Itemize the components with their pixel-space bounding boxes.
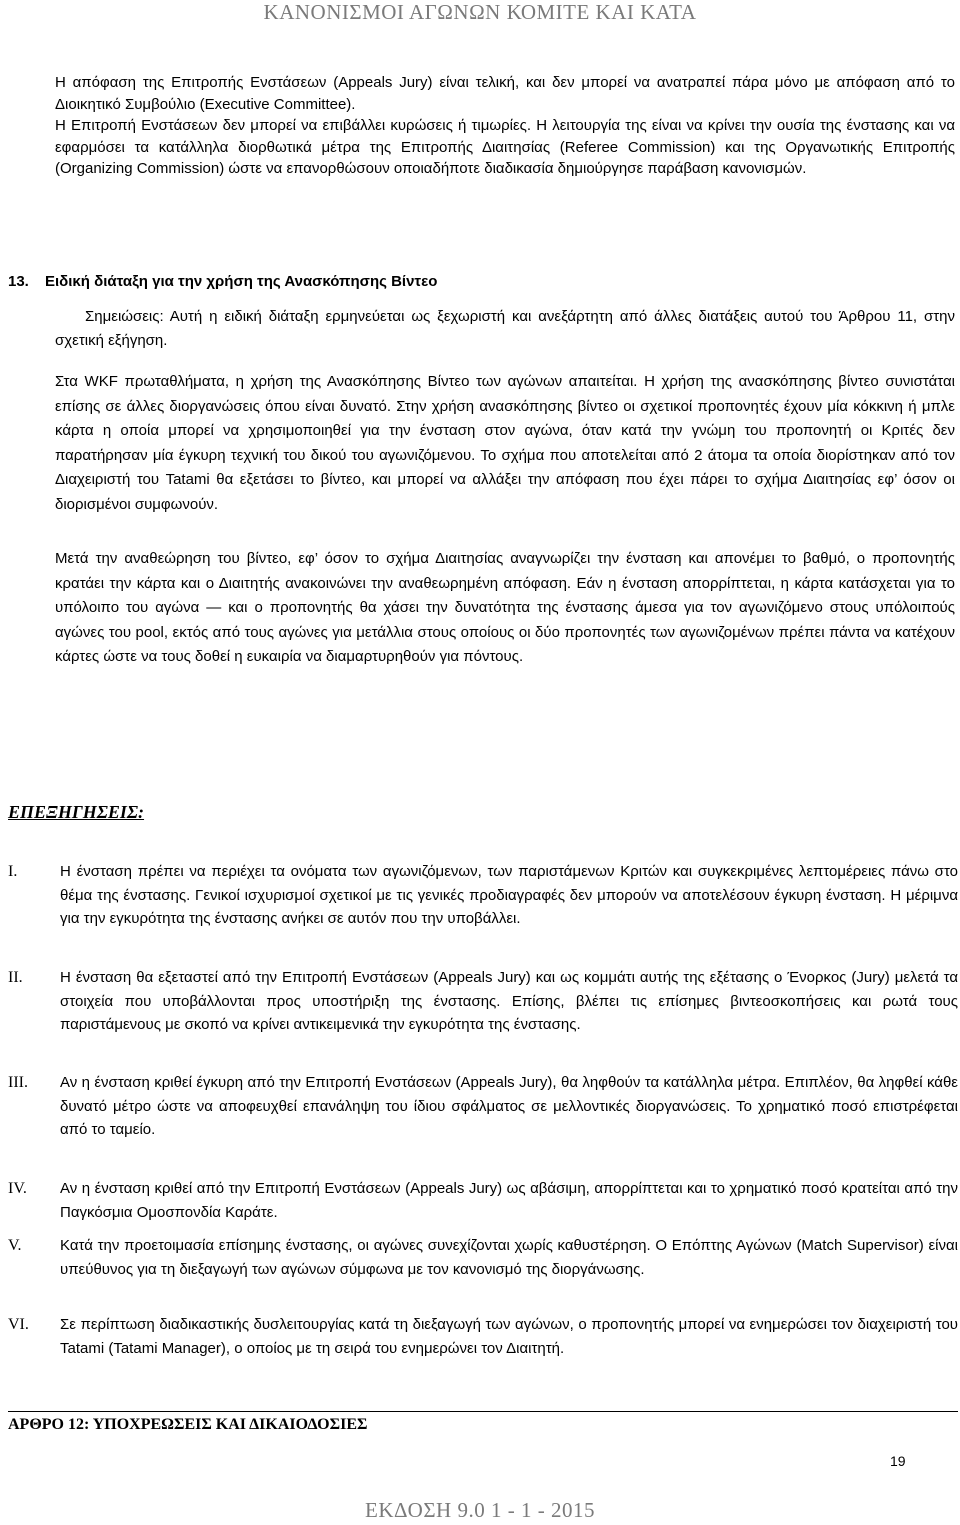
- explanation-text: Κατά την προετοιμασία επίσημης ένστασης, οι αγώνες συνεχίζονται χωρίς καθυστέρηση. Ο Επόπτης Αγώνων (Match Supervisor) είναι υπεύθυνος για τη διεξαγωγή των αγώνων σύμφωνα με τον κανονισμό της διοργάνωσης.: [60, 1237, 958, 1278]
- article-divider: [8, 1411, 958, 1412]
- paragraph-video-review-outcome: Μετά την αναθεώρηση του βίντεο, εφ’ όσον το σχήμα Διαιτησίας αναγνωρίζει την ένσταση και απονέμει το βαθμό, ο προπονητής κρατάει την κάρτα και ο Διαιτητής ανακοινώνει την αναθεωρημένη απόφαση. Εάν η ένσταση απορρίπτεται, η κάρτα κατάσχεται για το υπόλοιπο του αγώνα — και ο προπονητής θα χάσει την δυνατότητα της ένστασης άμεσα για τον αγωνιζόμενο στους υπόλοιπούς αγώνες του pool, εκτός από τους αγώνες για μετάλλια στους οποίους οι δύο προπονητές των αγωνιζομένων πρέπει πάντα να κατέχουν κάρτες ώστε να τους δοθεί η ευκαιρία να διαμαρτυρηθούν για πόντους.: [55, 550, 955, 665]
- section-number: 13.: [8, 273, 29, 290]
- roman-numeral: IV.: [8, 1180, 27, 1197]
- article-12-heading: ΑΡΘΡΟ 12: ΥΠΟΧΡΕΩΣΕΙΣ ΚΑΙ ΔΙΚΑΙΟΔΟΣΙΕΣ: [8, 1416, 368, 1433]
- page-number: 19: [890, 1453, 906, 1469]
- running-header: ΚΑΝΟΝΙΣΜΟΙ ΑΓΩΝΩΝ ΚΟΜΙΤΕ ΚΑΙ ΚΑΤΑ: [263, 0, 697, 24]
- section-13-note: Σημειώσεις: Αυτή η ειδική διάταξη ερμηνεύεται ως ξεχωριστή και ανεξάρτητη από άλλες διατάξεις αυτού του Άρθρου 11, στην σχετική εξήγηση.: [55, 308, 955, 349]
- roman-numeral: VI.: [8, 1316, 29, 1333]
- explanation-text: Η ένσταση θα εξεταστεί από την Επιτροπή Ενστάσεων (Appeals Jury) και ως κομμάτι αυτής της εξέτασης ο Ένορκος (Jury) μελετά τα στοιχεία που υποβάλλονται προς υποστήριξη της ένστασης. Επίσης, βλέπει τις επίσημες βιντεοσκοπήσεις και ρωτά τους παριστάμενους με σκοπό να κρίνει αντικειμενικά την εγκυρότητα της ένστασης.: [60, 969, 958, 1033]
- paragraph-appeals-jury-role: Η Επιτροπή Ενστάσεων δεν μπορεί να επιβάλλει κυρώσεις ή τιμωρίες. Η λειτουργία της είναι να κρίνει την ουσία της ένστασης και να εφαρμόσει τα κατάλληλα διορθωτικά μέτρα της Επιτροπής Διαιτησίας (Referee Commission) και της Οργανωτικής Επιτροπής (Organizing Commission) ώστε να επανορθώσουν οποιαδήποτε διαδικασία δημιούργησε παράβαση κανονισμών.: [55, 117, 955, 177]
- explanations-heading: ΕΠΕΞΗΓΗΣΕΙΣ:: [8, 802, 145, 822]
- roman-numeral: V.: [8, 1237, 22, 1254]
- roman-numeral: I.: [8, 863, 18, 880]
- paragraph-appeals-final: Η απόφαση της Επιτροπής Ενστάσεων (Appeals Jury) είναι τελική, και δεν μπορεί να ανατραπεί πάρα μόνο με απόφαση από το Διοικητικό Συμβούλιο (Executive Committee).: [55, 74, 955, 113]
- edition-footer: ΕΚΔΟΣΗ 9.0 1 - 1 - 2015: [365, 1498, 595, 1522]
- paragraph-video-review: Στα WKF πρωταθλήματα, η χρήση της Ανασκόπησης Βίντεο των αγώνων απαιτείται. Η χρήση της ανασκόπησης βίντεο συνιστάται επίσης σε άλλες διοργανώσεις όπου είναι δυνατό. Στην χρήση ανασκόπησης βίντεο οι σχετικοί προπονητές έχουν μία κόκκινη ή μπλε κάρτα η οποία μπορεί να χρησιμοποιηθεί για την ένσταση στον αγώνα, όταν κατά την γνώμη του προπονητή οι Κριτές δεν παρατήρησαν μία έγκυρη τεχνική του δικού του αγωνιζόμενου. Το σχήμα που αποτελείται από 2 άτομα τα οποία διορίστηκαν από τον Διαχειριστή του Tatami θα εξετάσει το βίντεο, και μπορεί να αλλάξει την απόφαση που έχει πάρει το σχήμα Διαιτησίας εφ’ όσον οι διορισμένοι συμφωνούν.: [55, 373, 955, 513]
- explanation-text: Σε περίπτωση διαδικαστικής δυσλειτουργίας κατά τη διεξαγωγή των αγώνων, ο προπονητής μπορεί να ενημερώσει τον διαχειριστή του Tatami (Tatami Manager), ο οποίος με τη σειρά του ενημερώνει τον Διαιτητή.: [60, 1316, 958, 1357]
- explanation-text: Η ένσταση πρέπει να περιέχει τα ονόματα των αγωνιζόμενων, των παριστάμενων Κριτών και συγκεκριμένες λεπτομέρειες πάνω στο θέμα της ένστασης. Γενικοί ισχυρισμοί σχετικοί με τις γενικές προδιαγραφές δεν μπορούν να αποτελέσουν έγκυρη ένσταση. Η μέριμνα για την εγκυρότητα της ένστασης ανήκει σε αυτόν που την υποβάλλει.: [60, 863, 958, 927]
- section-13-heading: [8, 271, 437, 292]
- section-title: Ειδική διάταξη για την χρήση της Ανασκόπησης Βίντεο: [45, 273, 438, 290]
- explanation-text: Αν η ένσταση κριθεί έγκυρη από την Επιτροπή Ενστάσεων (Appeals Jury), θα ληφθούν τα κατάλληλα μέτρα. Επιπλέον, θα ληφθεί κάθε δυνατό μέτρο ώστε να αποφευχθεί επανάληψη του ίδιου σφάλματος σε μελλοντικές διοργανώσεις. Το χρηματικό ποσό επιστρέφεται από το ταμείο.: [60, 1074, 958, 1138]
- roman-numeral: II.: [8, 969, 23, 986]
- explanation-text: Αν η ένσταση κριθεί από την Επιτροπή Ενστάσεων (Appeals Jury) ως αβάσιμη, απορρίπτεται και το χρηματικό ποσό κρατείται από την Παγκόσμια Ομοσπονδία Καράτε.: [60, 1180, 958, 1221]
- roman-numeral: III.: [8, 1074, 28, 1091]
